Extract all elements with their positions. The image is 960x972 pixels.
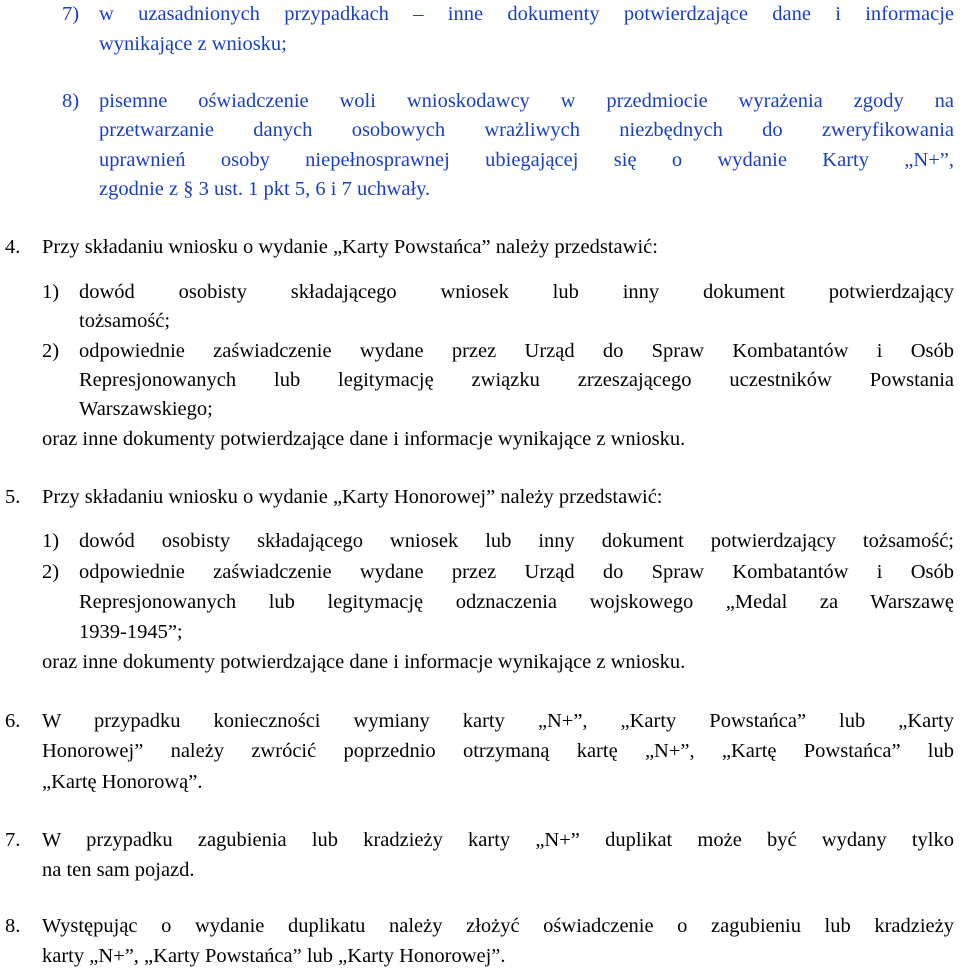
list-number: 1) [42,530,60,552]
paragraph-footer: oraz inne dokumenty potwierdzające dane i informacje wynikające z wniosku. [42,428,686,450]
paragraph-line: odpowiednie zaświadczenie wydane przez Urząd do Spraw Kombatantów i Osób [79,340,954,362]
paragraph-line: W przypadku konieczności wymiany karty „N+”, „Karty Powstańca” lub „Karty [42,710,954,732]
paragraph-text: 3 ust. 1 pkt 5, 6 i 7 uchwały. [198,178,431,200]
paragraph-line [99,174,430,204]
list-number: 8) [62,90,80,112]
paragraph-line: Honorowej” należy zwrócić poprzednio otrzymaną kartę „N+”, „Kartę Powstańca” lub [42,740,954,762]
list-number: 7) [62,3,80,25]
section-number: 8. [5,915,21,937]
list-number: 2) [42,340,60,362]
section-heading: Przy składaniu wniosku o wydanie „Karty Honorowej” należy przedstawić: [42,486,663,508]
paragraph-line: „Kartę Honorową”. [42,771,203,793]
paragraph-line: 1939-1945”; [79,621,183,643]
paragraph-line: przetwarzanie danych osobowych wrażliwych niezbędnych do zweryfikowania [99,119,954,141]
paragraph-line: pisemne oświadczenie woli wnioskodawcy w przedmiocie wyrażenia zgody na [99,90,954,112]
section-sign-icon: § [183,178,194,200]
section-number: 7. [5,829,21,851]
paragraph-line: uprawnień osoby niepełnosprawnej ubiegającej się o wydanie Karty „N+”, [99,149,954,171]
paragraph-line: w uzasadnionych przypadkach – inne dokumenty potwierdzające dane i informacje [99,3,954,25]
paragraph-line: odpowiednie zaświadczenie wydane przez Urząd do Spraw Kombatantów i Osób [79,561,954,583]
paragraph-line: karty „N+”, „Karty Powstańca” lub „Karty Honorowej”. [42,945,506,967]
paragraph-line: Warszawskiego; [79,398,213,420]
paragraph-line: wynikające z wniosku; [99,33,287,55]
paragraph-text: zgodnie z [99,178,179,200]
paragraph-line: dowód osobisty składającego wniosek lub inny dokument potwierdzający tożsamość; [79,530,954,552]
paragraph-line: Występując o wydanie duplikatu należy złożyć oświadczenie o zagubieniu lub kradzieży [42,915,954,937]
section-number: 5. [5,486,21,508]
list-number: 1) [42,281,60,303]
paragraph-line: dowód osobisty składającego wniosek lub inny dokument potwierdzający [79,281,954,303]
paragraph-line: Represjonowanych lub legitymację związku zrzeszającego uczestników Powstania [79,369,954,391]
list-number: 2) [42,561,60,583]
paragraph-line: na ten sam pojazd. [42,859,195,881]
paragraph-footer: oraz inne dokumenty potwierdzające dane i informacje wynikające z wniosku. [42,651,686,673]
paragraph-line: Represjonowanych lub legitymację odznaczenia wojskowego „Medal za Warszawę [79,591,954,613]
section-heading: Przy składaniu wniosku o wydanie „Karty Powstańca” należy przedstawić: [42,236,658,258]
section-number: 6. [5,710,21,732]
paragraph-line: tożsamość; [79,310,171,332]
paragraph-line: W przypadku zagubienia lub kradzieży karty „N+” duplikat może być wydany tylko [42,829,954,851]
section-number: 4. [5,236,21,258]
